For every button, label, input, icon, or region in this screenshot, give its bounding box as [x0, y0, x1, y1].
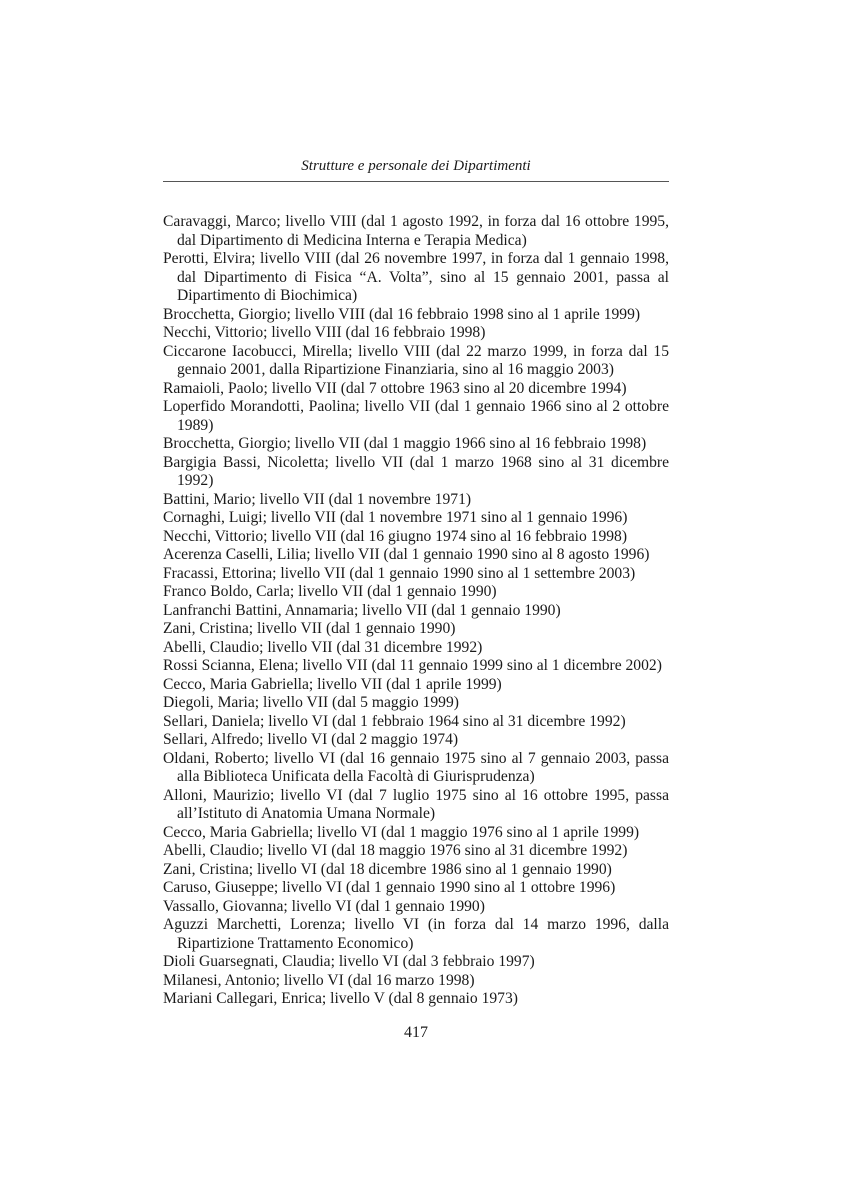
list-item: Ciccarone Iacobucci, Mirella; livello VIII (dal 22 marzo 1999, in forza dal 15 gennaio 2001, dalla Ripartizione Finanziaria, sino al 16 maggio 2003) — [163, 342, 669, 378]
list-item: Caravaggi, Marco; livello VIII (dal 1 agosto 1992, in forza dal 16 ottobre 1995, dal Dipartimento di Medicina Interna e Terapia Medica) — [163, 213, 669, 249]
list-item: Rossi Scianna, Elena; livello VII (dal 11 gennaio 1999 sino al 1 dicembre 2002) — [163, 657, 662, 674]
list-item: Lanfranchi Battini, Annamaria; livello VII (dal 1 gennaio 1990) — [163, 601, 561, 619]
running-head: Strutture e personale dei Dipartimenti — [301, 158, 531, 174]
list-item: Acerenza Caselli, Lilia; livello VII (dal 1 gennaio 1990 sino al 8 agosto 1996) — [163, 546, 650, 563]
list-item: Brocchetta, Giorgio; livello VII (dal 1 maggio 1966 sino al 16 febbraio 1998) — [163, 435, 647, 452]
list-item: Alloni, Maurizio; livello VI (dal 7 luglio 1975 sino al 16 ottobre 1995, passa all’Istituto di Anatomia Umana Normale) — [163, 786, 669, 822]
list-item: Vassallo, Giovanna; livello VI (dal 1 gennaio 1990) — [163, 897, 485, 915]
list-item: Dioli Guarsegnati, Claudia; livello VI (dal 3 febbraio 1997) — [163, 953, 535, 970]
list-item: Mariani Callegari, Enrica; livello V (dal 8 gennaio 1973) — [163, 990, 518, 1007]
list-item: Cecco, Maria Gabriella; livello VII (dal 1 aprile 1999) — [163, 675, 502, 693]
list-item: Necchi, Vittorio; livello VII (dal 16 giugno 1974 sino al 16 febbraio 1998) — [163, 527, 628, 545]
list-item: Bargigia Bassi, Nicoletta; livello VII (dal 1 marzo 1968 sino al 31 dicembre 1992) — [163, 453, 669, 489]
list-item: Diegoli, Maria; livello VII (dal 5 maggio 1999) — [163, 694, 459, 711]
list-item: Zani, Cristina; livello VI (dal 18 dicembre 1986 sino al 1 gennaio 1990) — [163, 860, 612, 878]
list-item: Milanesi, Antonio; livello VI (dal 16 marzo 1998) — [163, 971, 475, 989]
list-item: Fracassi, Ettorina; livello VII (dal 1 gennaio 1990 sino al 1 settembre 2003) — [163, 564, 636, 582]
list-item: Cecco, Maria Gabriella; livello VI (dal 1 maggio 1976 sino al 1 aprile 1999) — [163, 823, 640, 841]
list-item: Caruso, Giuseppe; livello VI (dal 1 gennaio 1990 sino al 1 ottobre 1996) — [163, 879, 616, 896]
staff-list — [163, 213, 669, 1009]
list-item: Franco Boldo, Carla; livello VII (dal 1 gennaio 1990) — [163, 583, 497, 600]
list-item: Sellari, Daniela; livello VI (dal 1 febbraio 1964 sino al 31 dicembre 1992) — [163, 712, 626, 730]
header-rule — [163, 181, 669, 182]
list-item: Ramaioli, Paolo; livello VII (dal 7 ottobre 1963 sino al 20 dicembre 1994) — [163, 379, 627, 397]
page-number: 417 — [404, 1024, 428, 1041]
list-item: Brocchetta, Giorgio; livello VIII (dal 16 febbraio 1998 sino al 1 aprile 1999) — [163, 305, 641, 323]
list-item: Loperfido Morandotti, Paolina; livello VII (dal 1 gennaio 1966 sino al 2 ottobre 1989) — [163, 398, 669, 434]
list-item: Aguzzi Marchetti, Lorenza; livello VI (in forza dal 14 marzo 1996, dalla Ripartizione Trattamento Economico) — [163, 916, 669, 952]
list-item: Abelli, Claudio; livello VII (dal 31 dicembre 1992) — [163, 638, 483, 656]
list-item: Sellari, Alfredo; livello VI (dal 2 maggio 1974) — [163, 731, 459, 748]
list-item: Cornaghi, Luigi; livello VII (dal 1 novembre 1971 sino al 1 gennaio 1996) — [163, 509, 628, 526]
list-item: Battini, Mario; livello VII (dal 1 novembre 1971) — [163, 490, 472, 508]
list-item: Oldani, Roberto; livello VI (dal 16 gennaio 1975 sino al 7 gennaio 2003, passa alla Biblioteca Unificata della Facoltà di Giurisprudenza) — [163, 749, 669, 785]
list-item: Perotti, Elvira; livello VIII (dal 26 novembre 1997, in forza dal 1 gennaio 1998, dal Dipartimento di Fisica “A. Volta”, sino al 15 gennaio 2001, passa al Dipartimento di Biochimica) — [163, 250, 669, 304]
list-item: Necchi, Vittorio; livello VIII (dal 16 febbraio 1998) — [163, 324, 486, 341]
list-item: Zani, Cristina; livello VII (dal 1 gennaio 1990) — [163, 620, 456, 637]
list-item: Abelli, Claudio; livello VI (dal 18 maggio 1976 sino al 31 dicembre 1992) — [163, 842, 628, 859]
